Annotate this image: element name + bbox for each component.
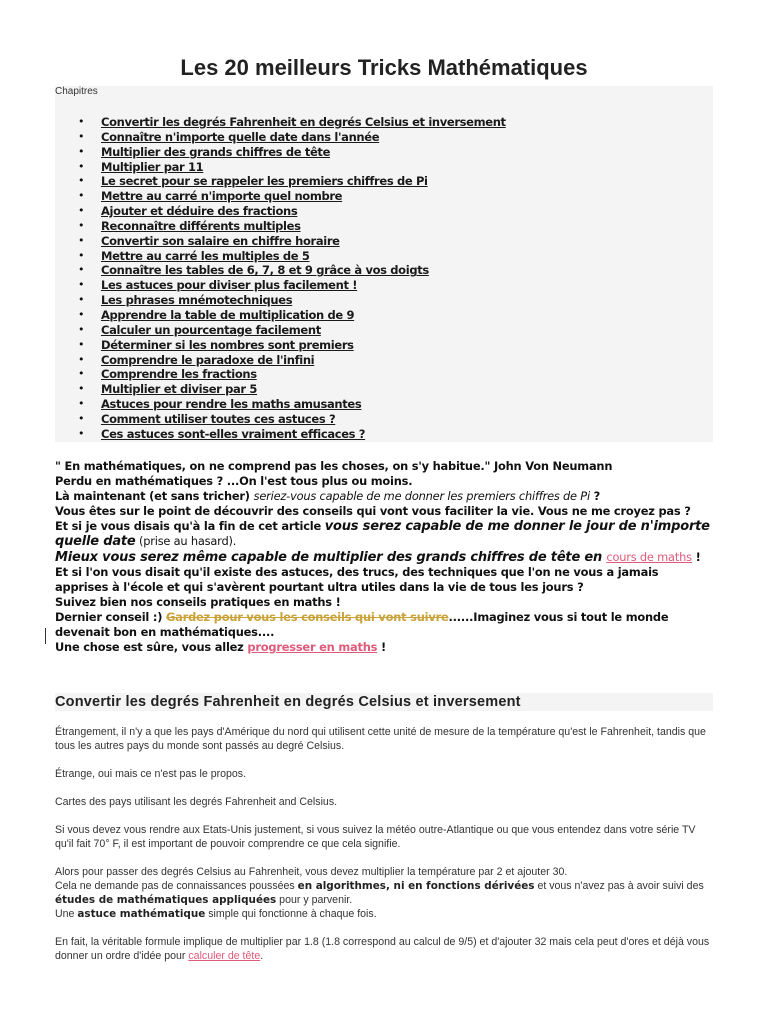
paragraph: Alors pour passer des degrés Celsius au Fahrenheit, vous devez multiplier la température par 2 et ajouter 30. xyxy=(55,866,568,878)
italic-emphasis: Mieux vous serez même capable de multiplier des grands chiffres de tête en xyxy=(55,549,607,565)
italic-emphasis: vous serez capable de me donner le jour de n'importe quelle date xyxy=(55,519,710,550)
text-span: ! xyxy=(691,549,701,564)
toc-item xyxy=(55,338,506,353)
toc-item xyxy=(55,367,506,382)
intro-block xyxy=(55,459,715,655)
toc-link[interactable]: Comprendre les fractions xyxy=(101,367,257,382)
toc-item xyxy=(55,323,506,338)
page-title: Les 20 meilleurs Tricks Mathématiques xyxy=(180,54,588,80)
toc-link[interactable]: Multiplier des grands chiffres de tête xyxy=(101,144,331,159)
toc-link[interactable]: Astuces pour rendre les maths amusantes xyxy=(101,397,362,412)
intro-line xyxy=(55,489,715,504)
intro-line xyxy=(55,640,715,655)
paragraph: Étrangement, il n'y a que les pays d'Amérique du nord qui utilisent cette unité de mesure de la température qu'est le Fahrenheit, tandis que tous les autres pays du monde sont passés au degré Celsius. xyxy=(55,726,706,752)
toc-link[interactable]: Les phrases mnémotechniques xyxy=(101,293,293,308)
toc-item xyxy=(55,308,506,323)
text-span: pour y parvenir. xyxy=(276,894,353,906)
intro-line: Perdu en mathématiques ? ...On l'est tous plus ou moins. xyxy=(55,474,413,489)
section-title: Convertir les degrés Fahrenheit en degrés Celsius et inversement xyxy=(55,694,521,710)
paragraph xyxy=(55,935,715,963)
italic-span: seriez-vous capable de me donner les premiers chiffres de Pi xyxy=(253,489,590,504)
bullet-icon: • xyxy=(78,367,85,381)
text-span: ? xyxy=(589,489,601,504)
intro-line: Suivez bien nos conseils pratiques en maths ! xyxy=(55,594,341,609)
toc-link[interactable]: Calculer un pourcentage facilement xyxy=(101,322,321,337)
paragraph: Si vous devez vous rendre aux Etats-Unis justement, si vous suivez la météo outre-Atlantique ou que vous entendez dans votre série TV qu'il fait 70° F, il est important de pouvoir comprendre ce que cela signifie. xyxy=(55,824,696,850)
toc-item xyxy=(55,145,506,160)
quote: " En mathématiques, on ne comprend pas les choses, on s'y habitue." John Von Neumann xyxy=(55,459,613,473)
intro-line xyxy=(55,610,715,640)
bullet-icon: • xyxy=(78,248,85,262)
toc-link[interactable]: Mettre au carré n'importe quel nombre xyxy=(101,189,343,204)
toc-item xyxy=(55,278,506,293)
text-span: Là maintenant (et sans tricher) xyxy=(55,489,254,504)
paragraph: Cartes des pays utilisant les degrés Fahrenheit and Celsius. xyxy=(55,796,338,808)
toc-link[interactable]: Connaître n'importe quelle date dans l'année xyxy=(101,129,380,144)
intro-line xyxy=(55,550,715,565)
toc-link[interactable]: Les astuces pour diviser plus facilement ! xyxy=(101,278,358,293)
toc-link[interactable]: Le secret pour se rappeler les premiers chiffres de Pi xyxy=(101,174,428,189)
text-span: En fait, la véritable formule implique de multiplier par 1.8 (1.8 correspond au calcul de 9/5) et d'ajouter 32 mais cela peut d'ores et déjà vous donner un ordre d'idée pour xyxy=(55,936,710,962)
toc-link[interactable]: Ajouter et déduire des fractions xyxy=(101,204,298,219)
bullet-icon: • xyxy=(78,174,85,188)
toc-item xyxy=(55,204,506,219)
bullet-icon: • xyxy=(78,337,85,351)
text-span: ......Imaginez vous si tout le monde devenait bon en mathématiques.... xyxy=(55,609,669,640)
text-cursor xyxy=(45,628,46,644)
toc-item xyxy=(55,397,506,412)
paragraph: Étrange, oui mais ce n'est pas le propos. xyxy=(55,768,247,780)
toc-link[interactable]: Convertir son salaire en chiffre horaire xyxy=(101,233,340,248)
bullet-icon: • xyxy=(78,189,85,203)
bullet-icon: • xyxy=(78,159,85,173)
toc-list xyxy=(55,115,506,442)
paragraph xyxy=(55,879,715,907)
bullet-icon: • xyxy=(78,144,85,158)
bold-span: en algorithmes, ni en fonctions dérivées xyxy=(297,880,535,892)
toc-link[interactable]: Comprendre le paradoxe de l'infini xyxy=(101,352,315,367)
toc-item xyxy=(55,263,506,278)
bullet-icon: • xyxy=(78,322,85,336)
text-span: simple qui fonctionne à chaque fois. xyxy=(205,908,377,920)
bullet-icon: • xyxy=(78,293,85,307)
bullet-icon: • xyxy=(78,278,85,292)
toc-item xyxy=(55,382,506,397)
toc-link[interactable]: Multiplier par 11 xyxy=(101,159,204,174)
bullet-icon: • xyxy=(78,115,85,128)
bold-span: études de mathématiques appliquées xyxy=(55,894,277,906)
toc-item xyxy=(55,353,506,368)
toc-item xyxy=(55,412,506,427)
toc-item xyxy=(55,234,506,249)
intro-line: Et si l'on vous disait qu'il existe des astuces, des trucs, des techniques que l'on ne vous a jamais apprises à l'école et qui s'avèrent pourtant ultra utiles dans la vie de tous les jours ? xyxy=(55,564,659,594)
toc-link[interactable]: Comment utiliser toutes ces astuces ? xyxy=(101,411,336,426)
cours-de-maths-link[interactable]: cours de maths xyxy=(606,549,692,564)
toc-link[interactable]: Déterminer si les nombres sont premiers xyxy=(101,337,354,352)
text-span: ! xyxy=(377,640,386,655)
bullet-icon: • xyxy=(78,263,85,277)
progresser-link[interactable]: progresser en maths xyxy=(247,640,378,655)
toc-item xyxy=(55,115,506,130)
bullet-icon: • xyxy=(78,218,85,232)
toc-link[interactable]: Multiplier et diviser par 5 xyxy=(101,382,258,397)
text-span: Une chose est sûre, vous allez xyxy=(55,640,248,655)
text-span: Une xyxy=(55,908,78,920)
text-span: (prise au hasard). xyxy=(135,534,237,549)
bullet-icon: • xyxy=(78,397,85,411)
bullet-icon: • xyxy=(78,426,85,440)
bullet-icon: • xyxy=(78,204,85,218)
toc-item xyxy=(55,249,506,264)
strikethrough-text: Gardez pour vous les conseils qui vont suivre xyxy=(166,609,449,624)
bullet-icon: • xyxy=(78,129,85,143)
bullet-icon: • xyxy=(78,382,85,396)
paragraph xyxy=(55,907,715,921)
section-body xyxy=(55,725,715,977)
toc-link[interactable]: Ces astuces sont-elles vraiment efficaces ? xyxy=(101,426,366,441)
bullet-icon: • xyxy=(78,411,85,425)
text-span: . xyxy=(260,950,264,962)
calculer-de-tete-link[interactable]: calculer de tête xyxy=(188,950,261,962)
toc-item xyxy=(55,427,506,442)
text-span: Cela ne demande pas de connaissances poussées xyxy=(55,880,298,892)
toc-item xyxy=(55,174,506,189)
text-span: Et si je vous disais qu'à la fin de cet article xyxy=(55,519,325,534)
toc-link[interactable]: Apprendre la table de multiplication de 9 xyxy=(101,307,355,322)
text-span: et vous n'avez pas à avoir suivi des xyxy=(534,880,704,892)
bullet-icon: • xyxy=(78,307,85,321)
intro-line: Vous êtes sur le point de découvrir des conseils qui vont vous faciliter la vie. Vous ne me croyez pas ? xyxy=(55,504,691,519)
toc-link[interactable]: Mettre au carré les multiples de 5 xyxy=(101,248,310,263)
bold-span: astuce mathématique xyxy=(77,908,206,920)
toc-link[interactable]: Convertir les degrés Fahrenheit en degrés Celsius et inversement xyxy=(101,115,506,129)
text-span: Dernier conseil :) xyxy=(55,609,167,624)
toc-link[interactable]: Reconnaître différents multiples xyxy=(101,218,301,233)
bullet-icon: • xyxy=(78,233,85,247)
toc-item xyxy=(55,293,506,308)
toc-item xyxy=(55,219,506,234)
toc-item xyxy=(55,160,506,175)
table-of-contents xyxy=(55,86,713,442)
intro-line xyxy=(55,519,715,549)
toc-item xyxy=(55,189,506,204)
toc-item xyxy=(55,130,506,145)
toc-heading: Chapitres xyxy=(55,86,98,97)
bullet-icon: • xyxy=(78,352,85,366)
toc-link[interactable]: Connaître les tables de 6, 7, 8 et 9 grâce à vos doigts xyxy=(101,263,429,278)
